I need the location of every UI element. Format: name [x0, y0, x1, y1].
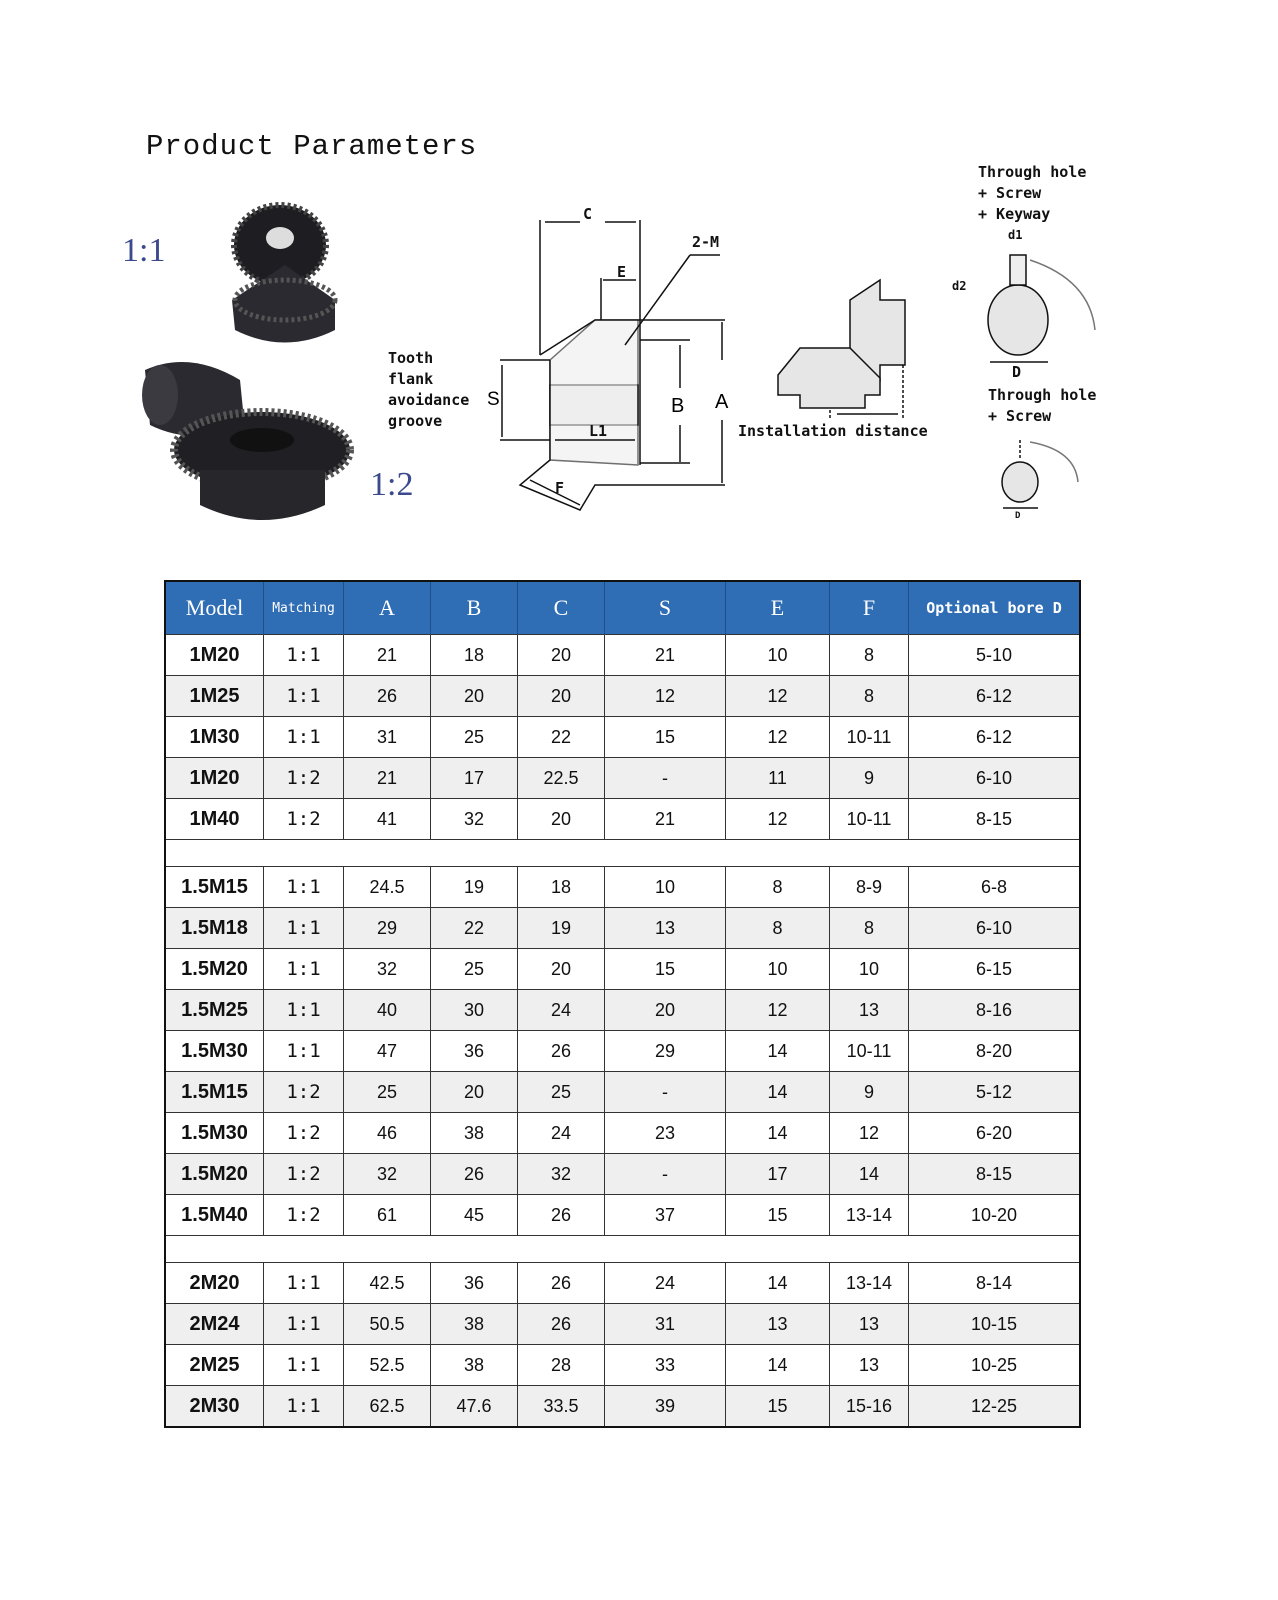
- cell-c: 18: [518, 867, 605, 908]
- dim-f: F: [555, 479, 565, 497]
- cell-optional-bore-d: 6-12: [909, 676, 1081, 717]
- screw-option-line: Through hole: [988, 386, 1097, 404]
- cell-b: 25: [431, 949, 518, 990]
- cell-optional-bore-d: 8-14: [909, 1263, 1081, 1304]
- cell-s: 13: [605, 908, 726, 949]
- cell-s: 33: [605, 1345, 726, 1386]
- cell-optional-bore-d: 6-12: [909, 717, 1081, 758]
- cell-c: 22.5: [518, 758, 605, 799]
- cell-c: 26: [518, 1263, 605, 1304]
- cell-f: 8: [830, 676, 909, 717]
- cell-model: 1.5M40: [165, 1195, 264, 1236]
- cell-a: 46: [344, 1113, 431, 1154]
- cell-matching: 1:1: [264, 990, 344, 1031]
- cell-c: 32: [518, 1154, 605, 1195]
- cell-e: 14: [726, 1031, 830, 1072]
- cell-e: 14: [726, 1072, 830, 1113]
- cell-optional-bore-d: 6-10: [909, 758, 1081, 799]
- cell-c: 26: [518, 1304, 605, 1345]
- header-e: E: [726, 581, 830, 635]
- cell-f: 10-11: [830, 717, 909, 758]
- header-optional-bore-d: Optional bore D: [909, 581, 1081, 635]
- cell-optional-bore-d: 8-15: [909, 1154, 1081, 1195]
- bore-keyway-diagram: [988, 255, 1095, 362]
- cell-c: 24: [518, 1113, 605, 1154]
- cell-e: 13: [726, 1304, 830, 1345]
- cell-model: 1M25: [165, 676, 264, 717]
- cell-a: 21: [344, 758, 431, 799]
- cell-s: 23: [605, 1113, 726, 1154]
- installation-distance-label: Installation distance: [738, 422, 928, 440]
- table-row: [165, 1263, 1080, 1304]
- cell-matching: 1:1: [264, 1386, 344, 1428]
- cell-model: 1M40: [165, 799, 264, 840]
- cell-matching: 1:2: [264, 1072, 344, 1113]
- cell-c: 22: [518, 717, 605, 758]
- table-row: [165, 1386, 1080, 1428]
- dim-s: S: [487, 389, 500, 410]
- cell-b: 47.6: [431, 1386, 518, 1428]
- cell-s: 15: [605, 717, 726, 758]
- bevel-gear-section-diagram: [500, 220, 725, 510]
- cell-a: 41: [344, 799, 431, 840]
- cell-model: 1M20: [165, 635, 264, 676]
- cell-model: 1.5M30: [165, 1031, 264, 1072]
- cell-e: 12: [726, 676, 830, 717]
- table-row: [165, 1031, 1080, 1072]
- cell-f: 13: [830, 1345, 909, 1386]
- cell-optional-bore-d: 8-15: [909, 799, 1081, 840]
- table-row: [165, 676, 1080, 717]
- dim-l1: L1: [589, 422, 608, 440]
- dim-a: A: [715, 391, 729, 413]
- dim-d1: d1: [1008, 228, 1023, 242]
- cell-a: 50.5: [344, 1304, 431, 1345]
- cell-matching: 1:1: [264, 676, 344, 717]
- cell-f: 13: [830, 990, 909, 1031]
- table-row: [165, 990, 1080, 1031]
- cell-e: 11: [726, 758, 830, 799]
- dim-d: D: [1012, 363, 1022, 381]
- cell-f: 8-9: [830, 867, 909, 908]
- cell-b: 20: [431, 676, 518, 717]
- cell-optional-bore-d: 5-10: [909, 635, 1081, 676]
- cell-c: 20: [518, 635, 605, 676]
- cell-matching: 1:1: [264, 949, 344, 990]
- keyway-option-line: + Keyway: [978, 205, 1051, 223]
- cell-e: 15: [726, 1386, 830, 1428]
- cell-matching: 1:1: [264, 1304, 344, 1345]
- cell-f: 14: [830, 1154, 909, 1195]
- cell-model: 1.5M20: [165, 1154, 264, 1195]
- cell-s: 31: [605, 1304, 726, 1345]
- cell-b: 30: [431, 990, 518, 1031]
- cell-model: 1M30: [165, 717, 264, 758]
- header-a: A: [344, 581, 431, 635]
- cell-b: 18: [431, 635, 518, 676]
- table-row: [165, 1154, 1080, 1195]
- table-row: [165, 1072, 1080, 1113]
- cell-optional-bore-d: 8-16: [909, 990, 1081, 1031]
- cell-matching: 1:1: [264, 1345, 344, 1386]
- cell-s: 20: [605, 990, 726, 1031]
- keyway-option-line: Through hole: [978, 163, 1087, 181]
- spacer-cell: [165, 1236, 1080, 1263]
- ratio-label-1-1: 1:1: [122, 232, 166, 269]
- cell-model: 1.5M15: [165, 867, 264, 908]
- cell-f: 9: [830, 1072, 909, 1113]
- cell-e: 14: [726, 1263, 830, 1304]
- spacer-cell: [165, 840, 1080, 867]
- cell-matching: 1:1: [264, 635, 344, 676]
- table-row: [165, 717, 1080, 758]
- cell-e: 17: [726, 1154, 830, 1195]
- cell-matching: 1:1: [264, 908, 344, 949]
- cell-matching: 1:2: [264, 758, 344, 799]
- cell-f: 12: [830, 1113, 909, 1154]
- cell-s: 24: [605, 1263, 726, 1304]
- cell-e: 10: [726, 949, 830, 990]
- header-matching: Matching: [264, 581, 344, 635]
- cell-a: 24.5: [344, 867, 431, 908]
- cell-f: 10: [830, 949, 909, 990]
- cell-a: 32: [344, 1154, 431, 1195]
- cell-model: 1.5M30: [165, 1113, 264, 1154]
- cell-b: 32: [431, 799, 518, 840]
- cell-matching: 1:1: [264, 867, 344, 908]
- table-row: [165, 1195, 1080, 1236]
- table-body: [165, 635, 1080, 1428]
- bore-screw-diagram: [1002, 440, 1078, 508]
- cell-b: 36: [431, 1263, 518, 1304]
- cell-b: 45: [431, 1195, 518, 1236]
- cell-a: 31: [344, 717, 431, 758]
- cell-f: 13: [830, 1304, 909, 1345]
- cell-a: 47: [344, 1031, 431, 1072]
- cell-c: 25: [518, 1072, 605, 1113]
- cell-c: 20: [518, 949, 605, 990]
- header-s: S: [605, 581, 726, 635]
- cell-optional-bore-d: 8-20: [909, 1031, 1081, 1072]
- cell-c: 26: [518, 1031, 605, 1072]
- cell-optional-bore-d: 6-10: [909, 908, 1081, 949]
- cell-optional-bore-d: 6-20: [909, 1113, 1081, 1154]
- cell-f: 13-14: [830, 1195, 909, 1236]
- cell-a: 62.5: [344, 1386, 431, 1428]
- cell-model: 2M25: [165, 1345, 264, 1386]
- cell-f: 8: [830, 908, 909, 949]
- cell-model: 1.5M18: [165, 908, 264, 949]
- tooth-flank-line: groove: [388, 412, 443, 430]
- cell-a: 32: [344, 949, 431, 990]
- screw-option-label: [988, 385, 1096, 427]
- cell-f: 13-14: [830, 1263, 909, 1304]
- header-model: Model: [165, 581, 264, 635]
- cell-a: 29: [344, 908, 431, 949]
- cell-f: 15-16: [830, 1386, 909, 1428]
- table-row: [165, 1345, 1080, 1386]
- cell-c: 20: [518, 799, 605, 840]
- cell-s: 39: [605, 1386, 726, 1428]
- cell-s: 21: [605, 635, 726, 676]
- dim-d2: d2: [952, 279, 967, 293]
- keyway-option-line: + Screw: [978, 184, 1042, 202]
- gear-photo-1-2: [142, 362, 350, 520]
- cell-model: 2M30: [165, 1386, 264, 1428]
- cell-c: 24: [518, 990, 605, 1031]
- cell-optional-bore-d: 10-25: [909, 1345, 1081, 1386]
- cell-s: 37: [605, 1195, 726, 1236]
- cell-e: 12: [726, 717, 830, 758]
- cell-matching: 1:2: [264, 799, 344, 840]
- parameters-table: [164, 580, 1081, 1428]
- table-row: [165, 1304, 1080, 1345]
- cell-f: 10-11: [830, 1031, 909, 1072]
- cell-s: 12: [605, 676, 726, 717]
- cell-a: 21: [344, 635, 431, 676]
- cell-a: 26: [344, 676, 431, 717]
- table-header-row: [165, 581, 1080, 635]
- dim-c: C: [583, 205, 593, 223]
- cell-model: 1.5M20: [165, 949, 264, 990]
- screw-option-line: + Screw: [988, 407, 1052, 425]
- cell-b: 25: [431, 717, 518, 758]
- cell-a: 40: [344, 990, 431, 1031]
- cell-matching: 1:1: [264, 1031, 344, 1072]
- cell-matching: 1:2: [264, 1195, 344, 1236]
- cell-b: 36: [431, 1031, 518, 1072]
- cell-c: 19: [518, 908, 605, 949]
- table-row: [165, 867, 1080, 908]
- dim-e: E: [617, 263, 627, 281]
- cell-matching: 1:2: [264, 1154, 344, 1195]
- cell-b: 38: [431, 1345, 518, 1386]
- cell-e: 8: [726, 908, 830, 949]
- cell-b: 38: [431, 1304, 518, 1345]
- cell-c: 26: [518, 1195, 605, 1236]
- cell-b: 17: [431, 758, 518, 799]
- cell-c: 28: [518, 1345, 605, 1386]
- cell-model: 1.5M15: [165, 1072, 264, 1113]
- cell-s: 29: [605, 1031, 726, 1072]
- keyway-option-label: [978, 162, 1086, 225]
- cell-optional-bore-d: 10-15: [909, 1304, 1081, 1345]
- cell-e: 14: [726, 1345, 830, 1386]
- cell-e: 12: [726, 990, 830, 1031]
- tooth-flank-label: [388, 348, 469, 432]
- header-b: B: [431, 581, 518, 635]
- dim-b: B: [671, 395, 685, 417]
- header-c: C: [518, 581, 605, 635]
- cell-s: 21: [605, 799, 726, 840]
- cell-a: 25: [344, 1072, 431, 1113]
- cell-e: 15: [726, 1195, 830, 1236]
- section-spacer-row: [165, 840, 1080, 867]
- cell-matching: 1:2: [264, 1113, 344, 1154]
- cell-optional-bore-d: 5-12: [909, 1072, 1081, 1113]
- cell-b: 22: [431, 908, 518, 949]
- table-row: [165, 635, 1080, 676]
- cell-s: 10: [605, 867, 726, 908]
- table-row: [165, 799, 1080, 840]
- cell-s: -: [605, 758, 726, 799]
- tooth-flank-line: flank: [388, 370, 434, 388]
- cell-b: 20: [431, 1072, 518, 1113]
- cell-c: 20: [518, 676, 605, 717]
- cell-a: 52.5: [344, 1345, 431, 1386]
- header-f: F: [830, 581, 909, 635]
- cell-a: 61: [344, 1195, 431, 1236]
- table-row: [165, 1113, 1080, 1154]
- ratio-label-1-2: 1:2: [370, 466, 414, 503]
- table-row: [165, 949, 1080, 990]
- cell-matching: 1:1: [264, 717, 344, 758]
- cell-e: 14: [726, 1113, 830, 1154]
- tooth-flank-line: avoidance: [388, 391, 470, 409]
- cell-model: 1.5M25: [165, 990, 264, 1031]
- section-spacer-row: [165, 1236, 1080, 1263]
- cell-optional-bore-d: 6-15: [909, 949, 1081, 990]
- cell-optional-bore-d: 10-20: [909, 1195, 1081, 1236]
- tooth-flank-line: Tooth: [388, 349, 434, 367]
- gear-illustrations: [0, 0, 1278, 560]
- cell-matching: 1:1: [264, 1263, 344, 1304]
- cell-model: 2M20: [165, 1263, 264, 1304]
- table-row: [165, 758, 1080, 799]
- cell-f: 9: [830, 758, 909, 799]
- cell-f: 10-11: [830, 799, 909, 840]
- cell-a: 42.5: [344, 1263, 431, 1304]
- cell-b: 19: [431, 867, 518, 908]
- page-title: Product Parameters: [146, 130, 478, 163]
- dim-2m: 2-M: [692, 233, 720, 251]
- cell-c: 33.5: [518, 1386, 605, 1428]
- cell-model: 2M24: [165, 1304, 264, 1345]
- cell-model: 1M20: [165, 758, 264, 799]
- cell-optional-bore-d: 12-25: [909, 1386, 1081, 1428]
- installation-distance-diagram: [778, 280, 905, 418]
- cell-s: -: [605, 1154, 726, 1195]
- cell-b: 38: [431, 1113, 518, 1154]
- cell-e: 8: [726, 867, 830, 908]
- gear-photo-1-1: [232, 205, 335, 343]
- cell-e: 12: [726, 799, 830, 840]
- table-row: [165, 908, 1080, 949]
- cell-optional-bore-d: 6-8: [909, 867, 1081, 908]
- cell-e: 10: [726, 635, 830, 676]
- dim-d-small: D: [1015, 511, 1021, 521]
- cell-s: -: [605, 1072, 726, 1113]
- cell-s: 15: [605, 949, 726, 990]
- cell-b: 26: [431, 1154, 518, 1195]
- cell-f: 8: [830, 635, 909, 676]
